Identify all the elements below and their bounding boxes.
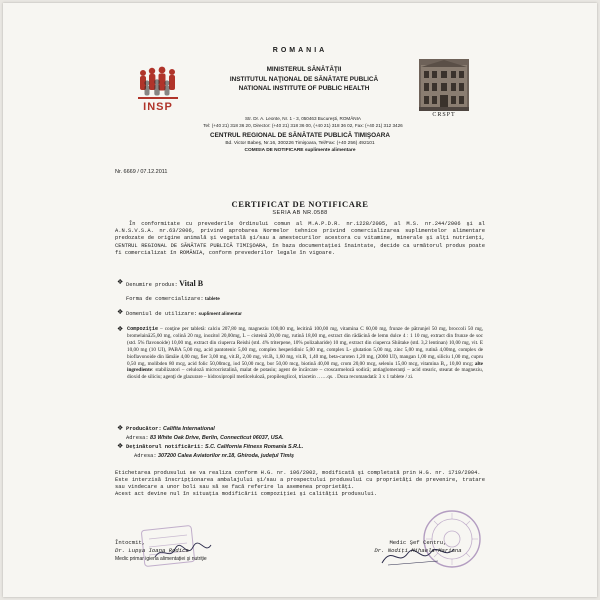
composition-value: – conţine per tabletă: calciu 207,80 mg, magneziu 100,00 mg, lecitină 100,00 mg, vitamina C 60,00 mg, frunze de pătrunjel 50 mg, broccoli 50 mg, bromelaină25,00 mg, colină 20 mg, inozitol 20,00mg, L – cisteină 20,00 mg, rutină 18,00 mg, extract din rădăcină de lemn dulce 4 : 1 10 mg, extract din frunze de soc (std. 5% flavonoide) 10,00 mg, extract din ciuperca Reishi (std. 4% triterpene, 10% polizaharide) 10 mg, extract din ciuperca Shiitake (std. 3,2 lentinan) 10,00 mg, vit. E 10,00 mg (10 UI), PABA 5,00 mg, acid pantotenic 5,00 mg, complex hesperidinic 5,00 mg, complex L- glutation 5,00 mg, zinc 5,00 mg, rutină 4,00mg, complex de bioflavonoide din lămâie 4,00 mg, fier 3,00 mg, vit.B₂ 2,00 mg, vit.B₆ 1,60 mg, vit.B₁ 1,40 mg, beta-caroten 1,20 mg, (2000 UI), mangan 1,00 mg, siliciu 1,00 mg, cupru 0,50 mg, molibden 80 mcg, acid folic 50,00mcg, iod 50,00 mcg, bor 50,00 mcg, biotină 40,00 mg, crom 20,00 mcg, seleniu 15,00 mcg, vitamina B₁₂ 10,00 mcg; xyxy=(127,326,483,367)
composition-label: Compoziţie xyxy=(127,326,159,332)
crspt-building-image xyxy=(419,59,469,111)
producer-address-label: Adresa: xyxy=(126,435,149,441)
producer-address-row xyxy=(126,435,284,442)
signature-left-block xyxy=(115,539,285,563)
domain-row xyxy=(126,310,242,318)
region-address: Bd. Victor Babeş, Nr.16, 300226 Timişoara, Tel/Fax: (+40 256) 492101 xyxy=(225,141,375,147)
notifier-row xyxy=(126,444,303,451)
document-page xyxy=(3,3,597,597)
bullet-icon: ❖ xyxy=(117,278,124,286)
insp-logo-text: INSP xyxy=(143,101,173,113)
crspt-label: CRSPT xyxy=(432,112,456,118)
closing-paragraph-3: Acest act devine nul în situaţia modificării compoziţiei şi calităţii produsului. xyxy=(115,491,378,497)
producer-row xyxy=(126,426,215,433)
certificate-serial: SERIA AB NR.0588 xyxy=(272,210,328,216)
bullet-icon: ❖ xyxy=(117,442,124,450)
ministry-line-1: MINISTERUL SĂNĂTĂŢII xyxy=(266,66,342,73)
closing-paragraph-2: Este interzisă înscripţionarea ambalajului şi/sau a prospectului produsului cu proprietăţi de prevenire, tratare sau vindecare a unor boli sau să se facă referire la asemenea proprietăţi. xyxy=(115,477,485,490)
closing-paragraphs xyxy=(115,470,485,498)
closing-paragraph-1: Etichetarea produsului se va realiza conform H.G. nr. 106/2002, modificată şi completată prin H.G. nr. 1719/2004. xyxy=(115,470,481,476)
form-row xyxy=(126,295,220,303)
ministry-line-2: INSTITUTUL NAŢIONAL DE SĂNĂTATE PUBLICĂ xyxy=(229,75,379,83)
bullet-icon: ❖ xyxy=(117,308,124,316)
product-name-row xyxy=(126,280,203,289)
address-line-2: Tel: (+40 21) 318 36 20, Director: (+40 21) 318 36 00, (+40 21) 318 36 02, Fax: (+40 21) 312 3426 xyxy=(203,123,403,128)
signature-left-role: Medic primar igiena alimentaţiei şi nutriţie xyxy=(115,556,207,562)
region-commission: COMISIA DE NOTIFICARE suplimente alimentare xyxy=(244,148,356,154)
address-line-1: Str. Dr. A. Leonte, Nr. 1 - 3, 050463 Bucureşti, ROMÂNIA xyxy=(245,116,361,121)
product-name-label: Denumire produs: xyxy=(126,282,178,288)
other-ingredients-label: alte ingrediente xyxy=(127,360,483,374)
other-ingredients-value: : stabilizatori – celuloză microcristalină, malat de potasiu; agent de încărcare – croscarmeloză sodică; antiaglomeranţi – acid stearic, stearat de magneziu, dioxid de siliciu; agenţi de glazurare – hidroxipropil metilceluloză, propilenglicol, triacetin ……qs. . Doza recomandată: 3 x 1 tablete / zi. xyxy=(127,367,483,381)
document-number: Nr. 6669 / 07.12.2011 xyxy=(115,169,168,175)
producer-label: Producător: xyxy=(126,426,162,432)
certificate-title: CERTIFICAT DE NOTIFICARE xyxy=(231,199,369,209)
signature-right-block xyxy=(343,539,493,555)
regional-center xyxy=(3,131,597,154)
notifier-address-value: 307200 Calea Aviatorilor nr.18, Ghiroda, judeţul Timiş xyxy=(158,453,295,459)
ministry-block xyxy=(191,65,417,94)
notifier-label: Deţinătorul notificării: xyxy=(126,444,204,450)
bullet-icon: ❖ xyxy=(117,424,124,432)
ministry-line-3: NATIONAL INSTITUTE OF PUBLIC HEALTH xyxy=(238,85,370,92)
country-heading: ROMANIA xyxy=(272,47,328,54)
composition-block xyxy=(127,326,483,381)
ministry-address xyxy=(183,115,423,129)
insp-logo xyxy=(135,63,181,121)
producer-address-value: 83 White Oak Drive, Berlin, Connecticut 06037, USA. xyxy=(150,435,284,441)
notifier-address-label: Adresa: xyxy=(134,453,157,459)
notifier-address-row xyxy=(134,453,294,460)
notifier-value: S.C. California Fitness Romania S.R.L. xyxy=(205,444,304,450)
region-title: CENTRUL REGIONAL DE SĂNĂTATE PUBLICĂ TIMIŞOARA xyxy=(210,132,390,139)
intro-paragraph: În conformitate cu prevederile Ordinului comun al M.A.P.D.R. nr.1228/2005, al M.S. nr.244/2006 şi al A.N.S.V.S.A. nr.63/2006, privind aprobarea Normelor tehnice privind comercializarea suplimentelor alimentare predozate de origine animală şi vegetală şi/sau a amestecurilor acestora cu vitamine, minerale şi alţi nutrienţi, CENTRUL REGIONAL DE SĂNĂTATE PUBLICĂ TIMIŞOARA, în baza documentaţiei înaintate, decide ca următorul produs poate fi comercializat în ROMÂNIA, conform prevederilor legale în vigoare. xyxy=(115,221,485,256)
signature-left-title: Întocmit, xyxy=(115,539,146,546)
bullet-icon: ❖ xyxy=(117,325,124,333)
signature-right-title: Medic Şef Centru, xyxy=(389,539,447,546)
producer-value: Califita International xyxy=(162,426,215,432)
form-label: Forma de comercializare: xyxy=(126,296,204,302)
form-value: tablete xyxy=(205,296,220,301)
domain-label: Domeniul de utilizare: xyxy=(126,311,198,317)
product-name-value: Vital B xyxy=(179,279,204,288)
domain-value: supliment alimentar xyxy=(198,311,242,316)
signature-right-name: Dr. Nodiţi Mihaela-Mariana xyxy=(374,547,462,554)
signature-left-name: Dr. Lupşa Ioana Rodica xyxy=(115,547,189,554)
